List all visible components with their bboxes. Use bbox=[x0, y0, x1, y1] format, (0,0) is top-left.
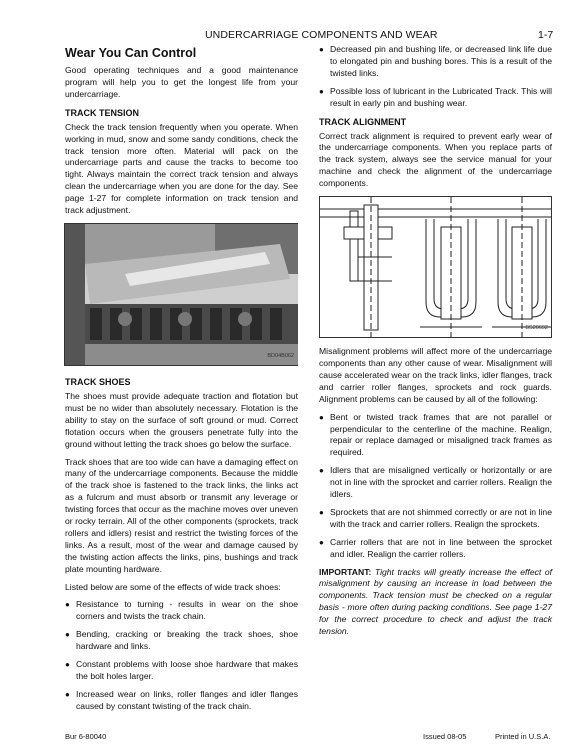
list-item: ● Bent or twisted track frames that are not parallel or perpendicular to the centerline of the machine. Realign, repair or replace damaged or misaligned track frames as required. bbox=[319, 412, 552, 460]
page-number: 1-7 bbox=[538, 29, 554, 41]
intro-paragraph: Good operating techniques and a good maintenance program will help you to get the longest life from your undercarriage. bbox=[65, 65, 298, 99]
left-column bbox=[65, 46, 298, 719]
list-item: ● Resistance to turning - results in wear on the shoe corners and twists the track chain. bbox=[65, 599, 298, 623]
important-note bbox=[319, 567, 552, 638]
track-alignment-heading: TRACK ALIGNMENT bbox=[319, 116, 407, 127]
right-column bbox=[319, 44, 552, 644]
undercarriage-photo bbox=[64, 223, 298, 366]
undercarriage-photo-illustration bbox=[65, 224, 298, 365]
wide-shoe-effects-list bbox=[65, 599, 298, 712]
track-shoes-paragraph-3: Listed below are some of the effects of wide track shoes: bbox=[65, 581, 281, 592]
track-tension-heading: TRACK TENSION bbox=[65, 107, 139, 118]
list-item: ● Constant problems with loose shoe hardware that makes the bolt holes larger. bbox=[65, 659, 298, 683]
alignment-diagram-drawing bbox=[320, 197, 551, 337]
list-item: ● Decreased pin and bushing life, or decreased link life due to elongated pin and bushing bores. This is a result of the twisted links. bbox=[319, 44, 552, 80]
list-item: ● Idlers that are misaligned vertically or horizontally or are not in line with the sprocket and carrier rollers. Realign the idlers. bbox=[319, 465, 552, 501]
footer-issued-date: Issued 08-05 bbox=[423, 732, 467, 741]
list-item: ● Possible loss of lubricant in the Lubricated Track. This will result in early pin and bushing wear. bbox=[319, 86, 552, 110]
important-label: IMPORTANT: bbox=[319, 566, 372, 577]
misalignment-paragraph: Misalignment problems will affect more of the undercarriage components than any other cause of wear. Misalignment will cause accelerated wear on the track links, idler flanges, track and carrier roller flanges, sprockets and rock guards. Alignment problems can be caused by all of the following: bbox=[319, 346, 552, 404]
alignment-diagram bbox=[319, 196, 552, 338]
section-heading: Wear You Can Control bbox=[65, 46, 197, 60]
list-item: ● Carrier rollers that are not in line between the sprocket and idler. Realign the carrier rollers. bbox=[319, 537, 552, 561]
wide-shoe-effects-list-continued bbox=[319, 44, 552, 110]
list-item: ● Sprockets that are not shimmed correctly or are not in line with the track and carrier rollers. Realign the sprockets. bbox=[319, 507, 552, 531]
track-shoes-heading: TRACK SHOES bbox=[65, 376, 131, 387]
track-tension-paragraph: Check the track tension frequently when you operate. When working in mud, snow and some sandy conditions, check the track tension more often. Material will pack on the undercarriage parts and cause the tracks to become too tight. Always maintain the correct track tension and always clean the undercarriage when you are done for the day. See page 1-27 for complete information on track tension and track adjustment. bbox=[65, 121, 298, 216]
list-item: ● Bending, cracking or breaking the track shoes, shoe hardware and links. bbox=[65, 629, 298, 653]
footer-printed: Printed in U.S.A. bbox=[495, 732, 551, 741]
misalignment-causes-list bbox=[319, 412, 552, 561]
diagram-figure-label: BS20692 bbox=[525, 325, 548, 332]
photo-figure-label: BD04B062 bbox=[267, 353, 294, 360]
list-item: ● Increased wear on links, roller flanges and idler flanges caused by constant twisting of the track chain. bbox=[65, 689, 298, 713]
track-shoes-paragraph-1: The shoes must provide adequate traction and flotation but must be no wider than absolutely necessary. Flotation is the ability to stay on the surface of soft ground or mud. Correct flotation occurs when the grousers penetrate fully into the ground without letting the track shoes go below the surface. bbox=[65, 390, 298, 449]
important-text: Tight tracks will greatly increase the effect of misalignment by causing an increase in load between the components. Track tension must be checked on a regular basis - more often during packing conditions. See page 1-27 for the correct procedure to check and adjust the track tension. bbox=[319, 566, 552, 637]
track-alignment-paragraph: Correct track alignment is required to prevent early wear of the undercarriage components. When you replace parts of the track system, always see the service manual for your machine and check the alignment of the undercarriage components. bbox=[319, 130, 552, 189]
page-header-title: UNDERCARRIAGE COMPONENTS AND WEAR bbox=[205, 29, 438, 41]
footer-doc-number: Bur 6-80040 bbox=[65, 732, 107, 741]
track-shoes-paragraph-2: Track shoes that are too wide can have a damaging effect on many of the undercarriage components. Because the middle of the track shoe is fastened to the track links, the links act as a fulcrum and must absorb or transmit any leverage or twisting forces that occur as the machine moves over uneven or rocky terrain. All of the other components (sprockets, track rollers and idlers) resist and restrict the twisting forces of the links. As a result, most of the wear and damage caused by the twisting action affects the links, pins, bushings and track plate mounting hardware. bbox=[65, 456, 298, 574]
